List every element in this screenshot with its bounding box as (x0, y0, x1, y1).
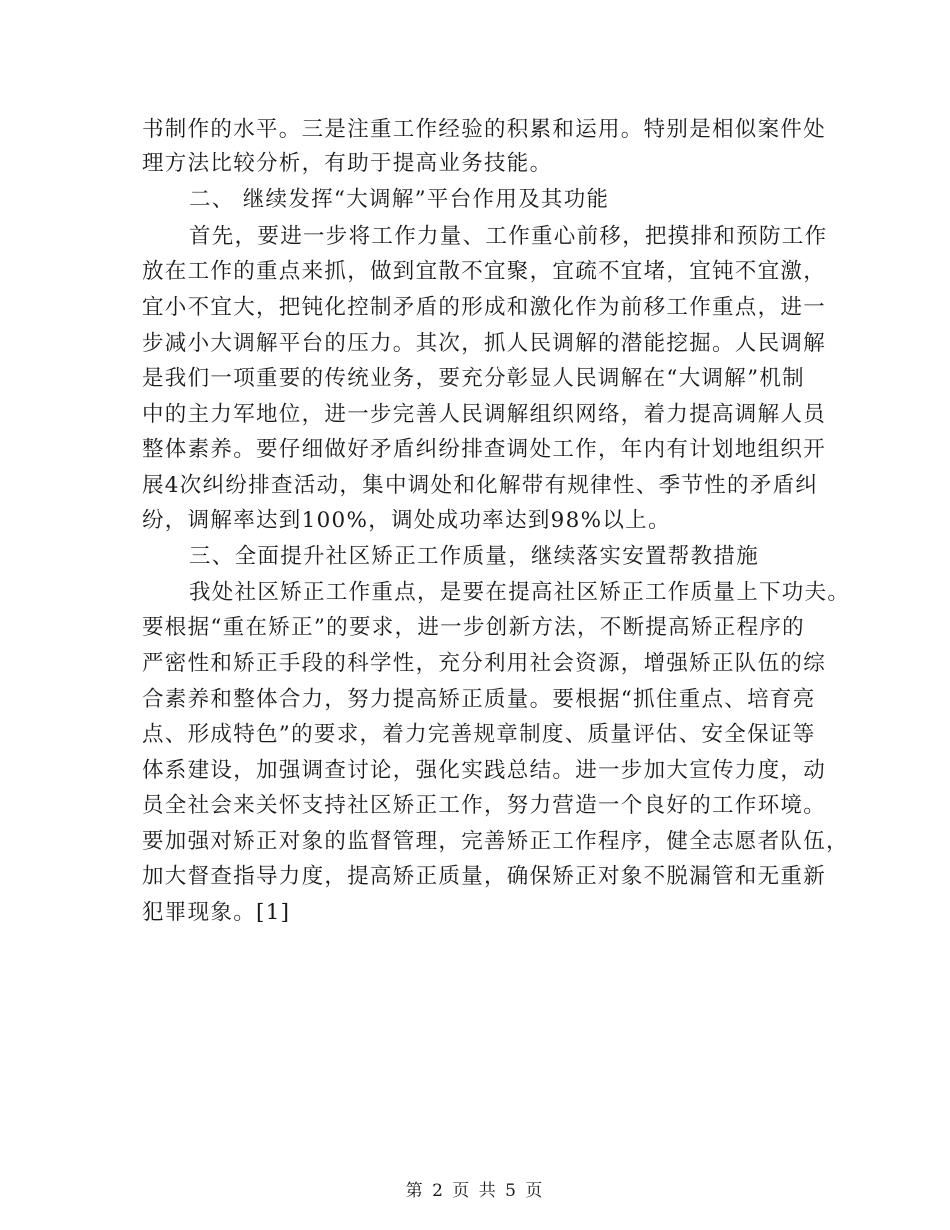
paragraph-line: 纷，调解率达到100%，调处成功率达到98%以上。 (142, 508, 671, 533)
paragraph-line: 是我们一项重要的传统业务，要充分彰显人民调解在“大调解”机制 (142, 366, 805, 391)
paragraph-line: 整体素养。要仔细做好矛盾纠纷排查调处工作，年内有计划地组织开 (142, 437, 827, 462)
page-number-footer: 第 2 页 共 5 页 (405, 1181, 545, 1201)
paragraph-line: 犯罪现象。[1] (142, 900, 291, 925)
paragraph-line: 点、形成特色”的要求，着力完善规章制度、质量评估、安全保证等 (142, 722, 816, 747)
paragraph-line: 要根据“重在矫正”的要求，进一步创新方法，不断提高矫正程序的 (142, 615, 805, 640)
paragraph-line: 合素养和整体合力，努力提高矫正质量。要根据“抓住重点、培育亮 (142, 687, 816, 712)
paragraph-line: 中的主力军地位，进一步完善人民调解组织网络，着力提高调解人员 (142, 402, 827, 427)
paragraph-line: 展4次纠纷排查活动，集中调处和化解带有规律性、季节性的矛盾纠 (142, 473, 819, 498)
paragraph-line: 我处社区矫正工作重点，是要在提高社区矫正工作质量上下功夫。 (189, 580, 851, 605)
section-heading: 二、 继续发挥“大调解”平台作用及其功能 (189, 187, 610, 212)
paragraph-line: 要加强对矫正对象的监督管理，完善矫正工作程序，健全志愿者队伍， (142, 829, 849, 854)
paragraph-line: 体系建设，加强调查讨论，强化实践总结。进一步加大宣传力度，动 (142, 758, 827, 783)
paragraph-line: 首先，要进一步将工作力量、工作重心前移，把摸排和预防工作 (189, 224, 828, 249)
paragraph-line: 宜小不宜大，把钝化控制矛盾的形成和激化作为前移工作重点，进一 (142, 295, 827, 320)
paragraph-line: 书制作的水平。三是注重工作经验的积累和运用。特别是相似案件处 (142, 117, 827, 142)
paragraph-line: 放在工作的重点来抓，做到宜散不宜聚，宜疏不宜堵，宜钝不宜激， (142, 259, 827, 284)
paragraph-line: 步减小大调解平台的压力。其次，抓人民调解的潜能挖掘。人民调解 (142, 331, 827, 356)
paragraph-line: 理方法比较分析，有助于提高业务技能。 (142, 151, 553, 176)
paragraph-line: 员全社会来关怀支持社区矫正工作，努力营造一个良好的工作环境。 (142, 793, 827, 818)
section-heading: 三、全面提升社区矫正工作质量，继续落实安置帮教措施 (189, 544, 760, 569)
paragraph-line: 严密性和矫正手段的科学性，充分利用社会资源，增强矫正队伍的综 (142, 651, 827, 676)
paragraph-line: 加大督查指导力度，提高矫正质量，确保矫正对象不脱漏管和无重新 (142, 864, 827, 889)
